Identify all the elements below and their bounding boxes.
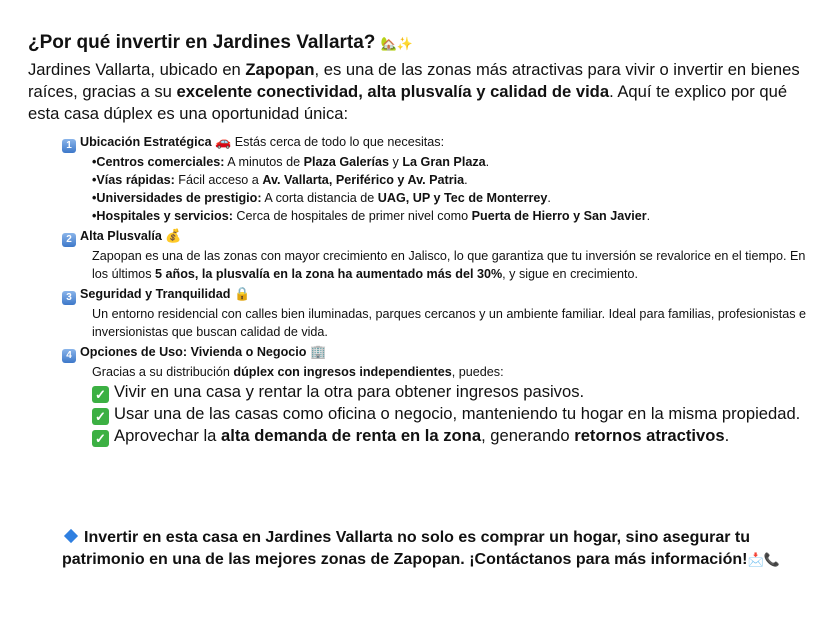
house-sparkles-icon: 🏡✨	[380, 36, 414, 51]
bullet-bold: Plaza Galerías	[303, 155, 390, 169]
section-1-title: Ubicación Estratégica	[80, 135, 212, 149]
closing-text: Invertir en esta casa en Jardines Vallarta no solo es comprar un hogar, sino asegurar tu patrimonio en una de las mejores zonas de Zapopan. ¡Contáctanos para más información!	[62, 529, 751, 568]
check-mark-icon: ✓	[92, 408, 109, 425]
section-4-paragraph	[62, 363, 822, 381]
bullet-item	[92, 153, 822, 171]
section-1-bullets	[62, 153, 822, 225]
number-3-icon: 3	[62, 291, 76, 305]
check-bold: retornos atractivos	[574, 426, 725, 445]
car-icon: 🚗	[215, 134, 232, 149]
bullet-text: y	[389, 155, 403, 169]
check-text: Usar una de las casas como oficina o negocio, manteniendo tu hogar en la misma propiedad.	[114, 404, 801, 423]
bullet-label: •Centros comerciales:	[92, 155, 225, 169]
section-3-paragraph: Un entorno residencial con calles bien iluminadas, parques cercanos y un ambiente familiar. Ideal para familias, profesionistas e inversionistas que buscan calidad de vida.	[92, 307, 807, 339]
section-2-bold: 5 años, la plusvalía en la zona ha aumentado más del 30%	[155, 267, 503, 281]
money-bag-icon: 💰	[165, 228, 182, 243]
bullet-item	[92, 189, 822, 207]
intro-text-2: , es una de las zonas más atractivas para vivir o invertir en bienes raíces, gracias a su	[28, 60, 800, 101]
title-text: ¿Por qué invertir en Jardines Vallarta?	[28, 32, 376, 53]
bullet-bold: UAG, UP y Tec de Monterrey	[377, 191, 548, 205]
section-2-text-2: , y sigue en crecimiento.	[502, 267, 638, 281]
intro-paragraph	[28, 59, 818, 125]
bullet-label: •Universidades de prestigio:	[92, 191, 262, 205]
check-mark-icon: ✓	[92, 386, 109, 403]
blue-diamond-icon	[64, 529, 78, 543]
section-4-text-1: Gracias a su distribución	[92, 365, 234, 379]
envelope-phone-icon: 📩📞	[747, 552, 780, 567]
section-1-heading	[62, 133, 822, 153]
check-item	[92, 425, 822, 447]
check-text: Aprovechar la	[114, 426, 221, 445]
section-4-heading	[62, 343, 822, 363]
sections-list	[62, 133, 822, 447]
section-4-title: Opciones de Uso: Vivienda o Negocio	[80, 345, 307, 359]
bullet-text: Cerca de hospitales de primer nivel como	[232, 209, 472, 223]
bullet-item	[92, 171, 822, 189]
bullet-label: •Vías rápidas:	[92, 173, 175, 187]
check-item	[92, 403, 822, 425]
number-1-icon: 1	[62, 139, 76, 153]
closing-paragraph	[62, 527, 812, 571]
office-building-icon: 🏢	[310, 344, 327, 359]
section-2-paragraph	[62, 247, 822, 283]
check-text: Vivir en una casa y rentar la otra para obtener ingresos pasivos.	[114, 382, 585, 401]
intro-text-3: . Aquí te explico por qué esta casa dúplex es una oportunidad única:	[28, 82, 788, 123]
check-text: .	[724, 426, 730, 445]
page-title	[28, 31, 413, 56]
bullet-text: Fácil acceso a	[174, 173, 263, 187]
check-item	[92, 381, 822, 403]
bullet-text: A corta distancia de	[261, 191, 378, 205]
number-4-icon: 4	[62, 349, 76, 363]
bullet-text: .	[646, 209, 651, 223]
section-2-text-1: Zapopan es una de las zonas con mayor crecimiento en Jalisco, lo que garantiza que tu inversión se revalorice en el tiempo. En los últimos	[92, 249, 806, 281]
section-4-checklist	[62, 381, 822, 447]
bullet-text: A minutos de	[224, 155, 304, 169]
intro-text-1: Jardines Vallarta, ubicado en	[28, 60, 246, 79]
number-2-icon: 2	[62, 233, 76, 247]
lock-icon: 🔒	[233, 286, 251, 301]
section-4-text-2: , puedes:	[451, 365, 504, 379]
bullet-bold: La Gran Plaza	[402, 155, 486, 169]
section-2-heading	[62, 227, 822, 247]
section-3-title: Seguridad y Tranquilidad	[80, 287, 231, 301]
section-4-bold: dúplex con ingresos independientes	[233, 365, 452, 379]
check-bold: alta demanda de renta en la zona	[221, 426, 482, 445]
intro-bold-2: excelente conectividad, alta plusvalía y calidad de vida	[176, 82, 610, 101]
bullet-label: •Hospitales y servicios:	[92, 209, 233, 223]
check-text: , generando	[481, 426, 575, 445]
bullet-text: .	[485, 155, 490, 169]
bullet-bold: Puerta de Hierro y San Javier	[471, 209, 647, 223]
bullet-bold: Av. Vallarta, Periférico y Av. Patria	[262, 173, 465, 187]
section-3-heading	[62, 285, 822, 305]
section-2-title: Alta Plusvalía	[80, 229, 162, 243]
check-mark-icon: ✓	[92, 430, 109, 447]
section-1-intro: Estás cerca de todo lo que necesitas:	[231, 135, 445, 149]
intro-bold-1: Zapopan	[245, 60, 315, 79]
bullet-text: .	[464, 173, 468, 187]
bullet-text: .	[547, 191, 551, 205]
bullet-item	[92, 207, 822, 225]
